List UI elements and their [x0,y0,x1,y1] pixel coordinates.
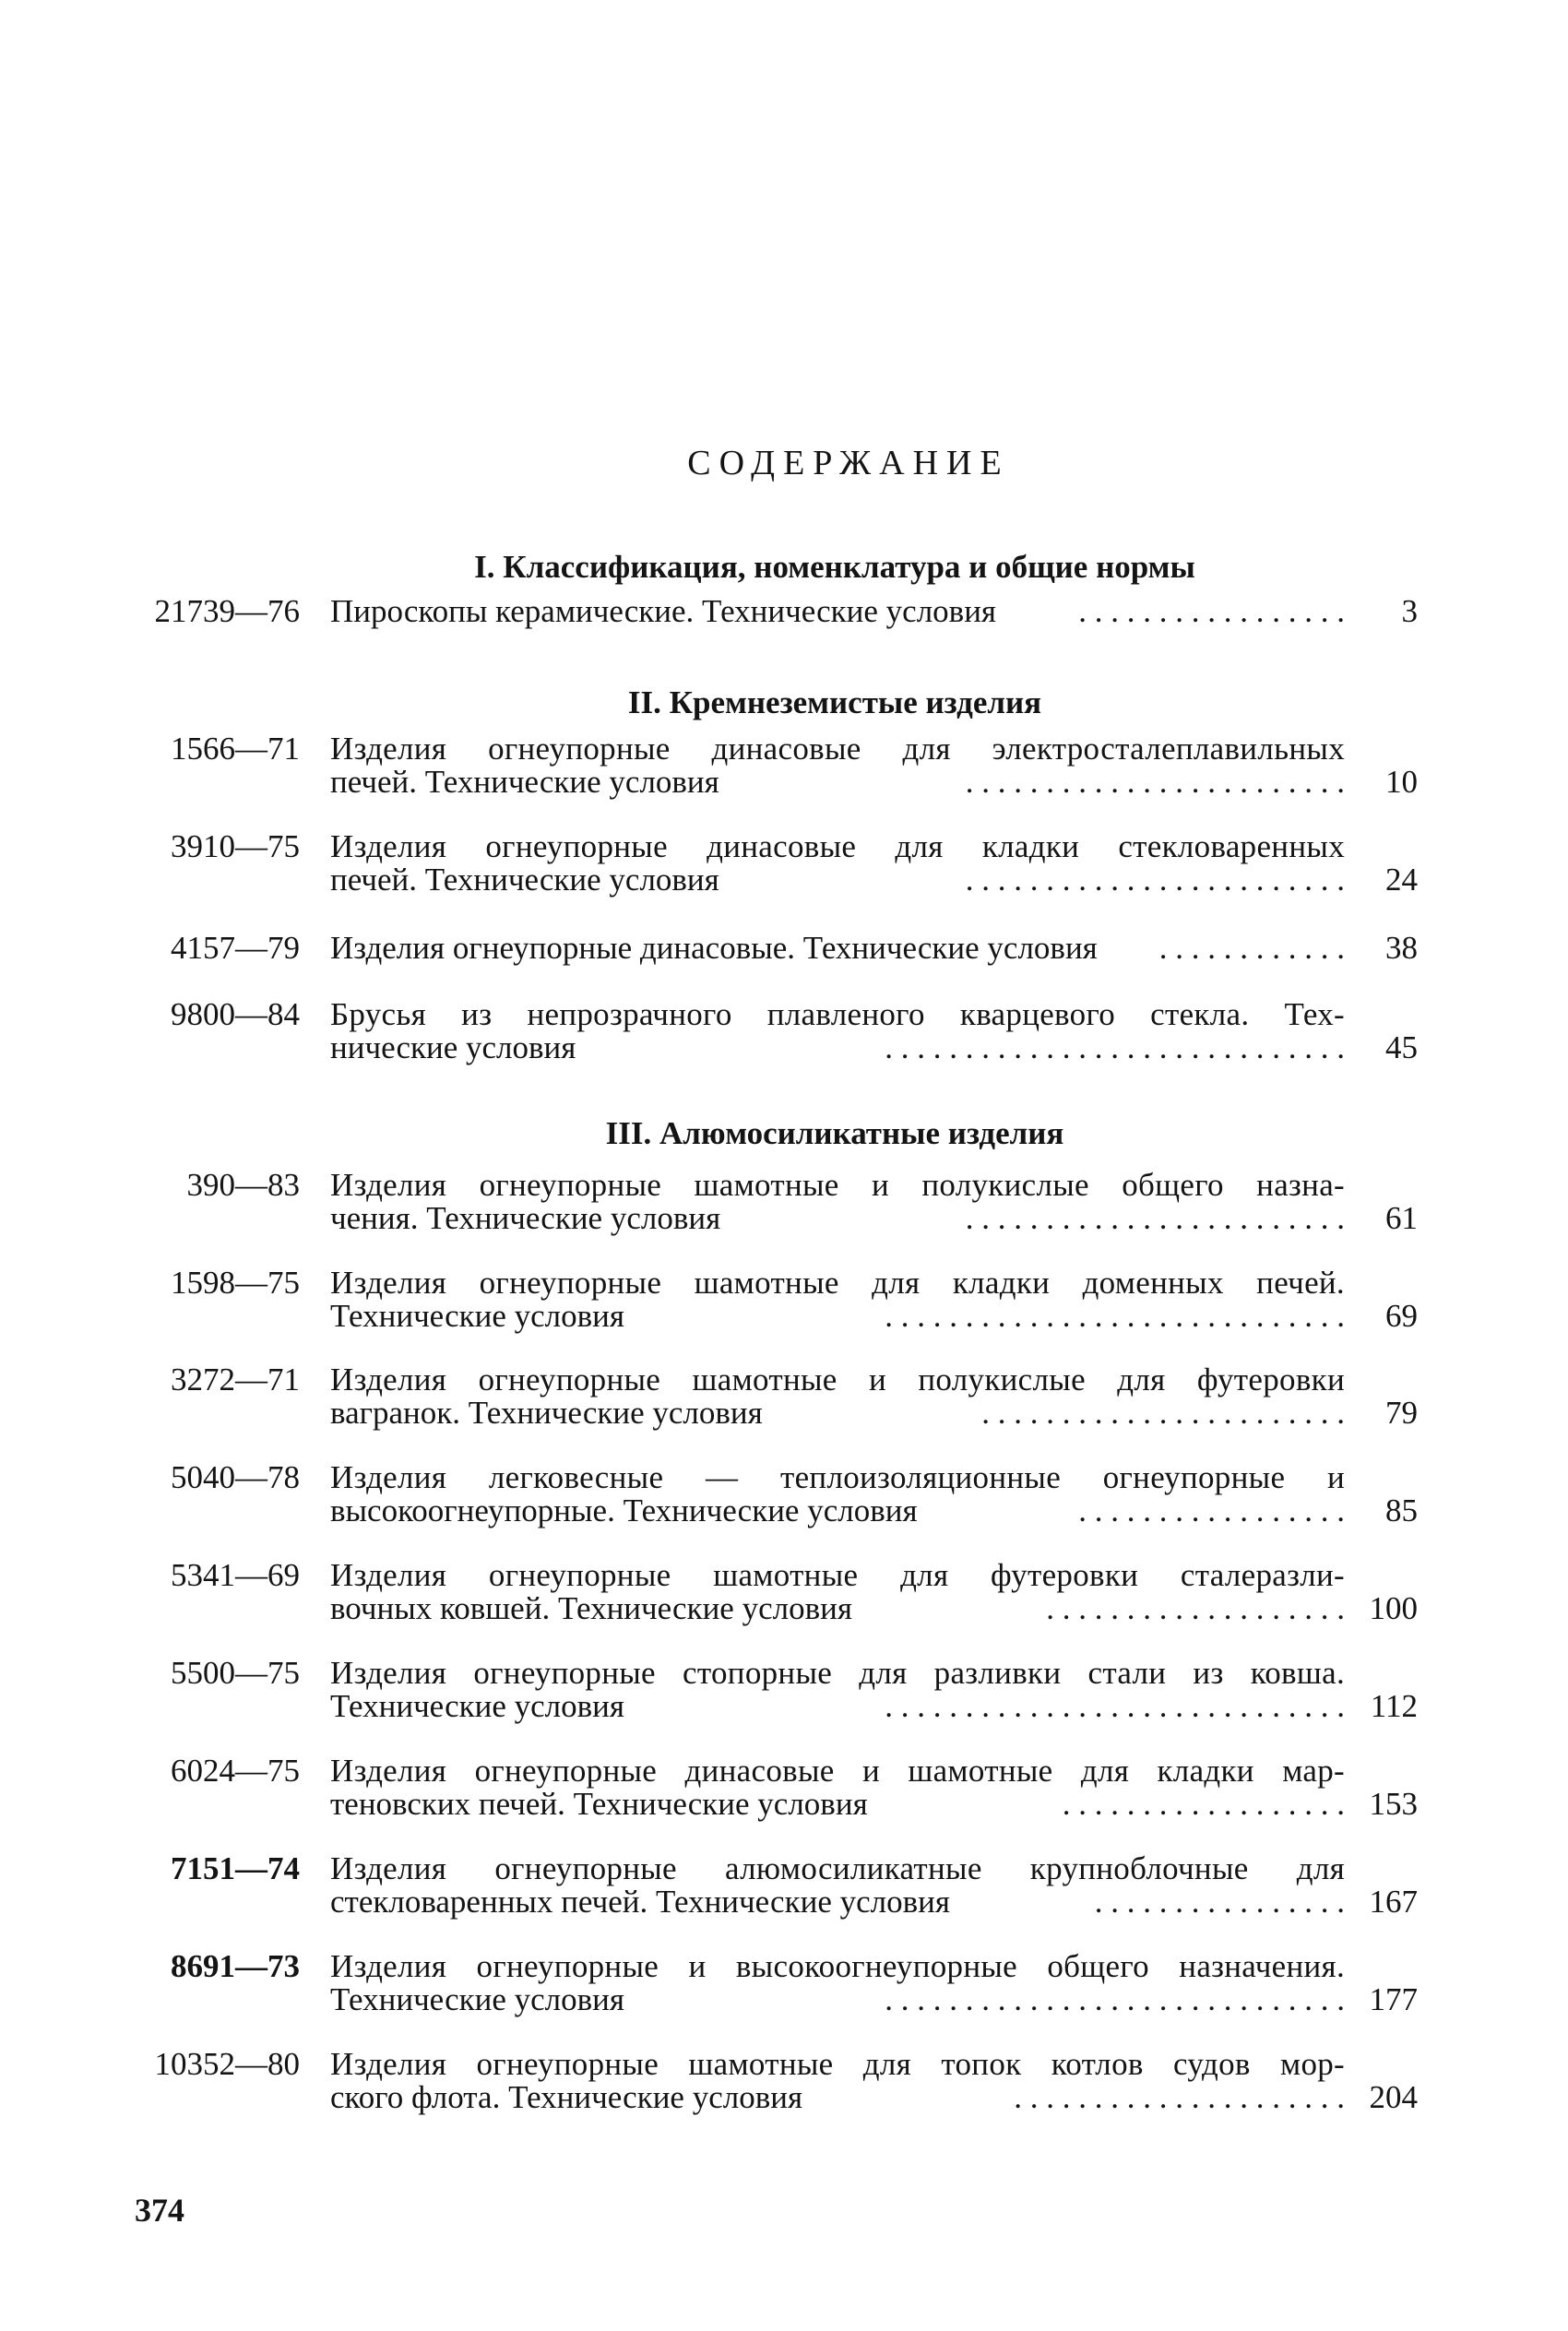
page-number: 79 [1385,1395,1418,1431]
page-number: 24 [1385,862,1418,898]
entry-title: Изделия огнеупорные динасовые. Технические условия . . . . . . . . . . . . [330,930,1345,966]
standard-number: 6024—75 [171,1753,300,1789]
entry-title: Изделия огнеупорные алюмосиликатные крупноблочные для стекловаренных печей. Технические условия . . . . . . . . . . . . . . . . [330,1850,1345,1920]
page-number: 10 [1385,764,1418,800]
section-heading-1: I. Классификация, номенклатура и общие нормы [474,549,1195,585]
leader-dots: . . . . . . . . . . . . . . . . . . . . . [1014,2081,1345,2114]
standard-number: 1566—71 [171,731,300,767]
entry-title: Изделия огнеупорные динасовые для электросталеплавильных печей. Технические условия . . . . . . . . . . . . . . . . . . . . . . . . [330,731,1345,800]
entry-title: Брусья из непрозрачного плавленого кварцевого стекла. Тех- нические условия . . . . . . . . . . . . . . . . . . . . . . . . . . . . . [330,996,1345,1065]
leader-dots: . . . . . . . . . . . . . . . . . . . . . . . . . . . . . [885,1031,1345,1064]
page-number: 61 [1385,1200,1418,1236]
entry-title: Пироскопы керамические. Технические условия . . . . . . . . . . . . . . . . . [330,593,1345,629]
standard-number: 10352—80 [154,2046,300,2082]
leader-dots: . . . . . . . . . . . . . . . . . . . . . . . . . . . . . [885,1983,1345,2016]
leader-dots: . . . . . . . . . . . . . . . . . . . [1046,1592,1345,1625]
page-number: 153 [1369,1786,1418,1822]
entry-title: Изделия огнеупорные и высокоогнеупорные общего назначения. Технические условия . . . . . . . . . . . . . . . . . . . . . . . . . . . . . [330,1948,1345,2017]
entry-title: Изделия огнеупорные шамотные для футеровки сталеразли- вочных ковшей. Технические условия . . . . . . . . . . . . . . . . . . . [330,1557,1345,1626]
leader-dots: . . . . . . . . . . . . . . . . . . . . . . . . [965,766,1345,799]
leader-dots: . . . . . . . . . . . . . . . . . . . . . . . . [965,863,1345,897]
leader-dots: . . . . . . . . . . . . . . . . . [1078,595,1345,628]
standard-number: 7151—74 [171,1850,300,1886]
entry-title: Изделия огнеупорные шамотные и полукислые для футеровки вагранок. Технические условия . . . . . . . . . . . . . . . . . . . . . . . [330,1362,1345,1431]
standard-number: 390—83 [186,1167,300,1203]
standard-number: 5500—75 [171,1655,300,1691]
page-number: 45 [1385,1029,1418,1065]
entry-title: Изделия огнеупорные шамотные и полукислые общего назна- чения. Технические условия . . . . . . . . . . . . . . . . . . . . . . . . [330,1167,1345,1236]
page-number: 85 [1385,1493,1418,1528]
page-title: СОДЕРЖАНИЕ [687,444,1010,482]
standard-number: 1598—75 [171,1265,300,1301]
leader-dots: . . . . . . . . . . . . . . . . . . . . . . . [981,1397,1345,1430]
leader-dots: . . . . . . . . . . . . . . . . . . . . . . . . [965,1202,1345,1235]
entry-title: Изделия огнеупорные шамотные для кладки доменных печей. Технические условия . . . . . . . . . . . . . . . . . . . . . . . . . . . . . [330,1265,1345,1334]
standard-number: 9800—84 [171,996,300,1032]
entry-title: Изделия огнеупорные шамотные для топок котлов судов мор- ского флота. Технические условия . . . . . . . . . . . . . . . . . . . . . [330,2046,1345,2115]
entry-title: Изделия огнеупорные динасовые для кладки стекловаренных печей. Технические условия . . . . . . . . . . . . . . . . . . . . . . . . [330,828,1345,898]
leader-dots: . . . . . . . . . . . . . . . . . . . . . . . . . . . . . [885,1690,1345,1723]
page-number: 167 [1369,1884,1418,1920]
page-number: 69 [1385,1298,1418,1334]
page-number: 3 [1401,593,1418,629]
leader-dots: . . . . . . . . . . . . . . . . . [1078,1494,1345,1528]
entry-title: Изделия огнеупорные стопорные для разливки стали из ковша. Технические условия . . . . . . . . . . . . . . . . . . . . . . . . . . . . . [330,1655,1345,1724]
section-heading-2: II. Кремнеземистые изделия [627,684,1042,720]
standard-number: 3272—71 [171,1362,300,1397]
leader-dots: . . . . . . . . . . . . . . . . . . [1062,1788,1345,1821]
leader-dots: . . . . . . . . . . . . . . . . [1094,1885,1345,1919]
entry-title: Изделия легковесные — теплоизоляционные огнеупорные и высокоогнеупорные. Технические условия . . . . . . . . . . . . . . . . . [330,1459,1345,1528]
standard-number: 8691—73 [171,1948,300,1984]
folio-page-number: 374 [135,2192,184,2229]
standard-number: 4157—79 [171,930,300,966]
page-number: 177 [1369,1981,1418,2017]
page-number: 38 [1385,930,1418,966]
section-heading-3: III. Алюмосиликатные изделия [605,1115,1064,1151]
standard-number: 5341—69 [171,1557,300,1593]
leader-dots: . . . . . . . . . . . . [1158,932,1345,965]
page-number: 100 [1369,1590,1418,1626]
standard-number: 5040—78 [171,1459,300,1495]
standard-number: 3910—75 [171,828,300,864]
page-number: 112 [1370,1688,1418,1724]
entry-title: Изделия огнеупорные динасовые и шамотные для кладки мар- теновских печей. Технические условия . . . . . . . . . . . . . . . . . . [330,1753,1345,1822]
page-number: 204 [1369,2079,1418,2115]
standard-number: 21739—76 [154,593,300,629]
leader-dots: . . . . . . . . . . . . . . . . . . . . . . . . . . . . . [885,1300,1345,1333]
